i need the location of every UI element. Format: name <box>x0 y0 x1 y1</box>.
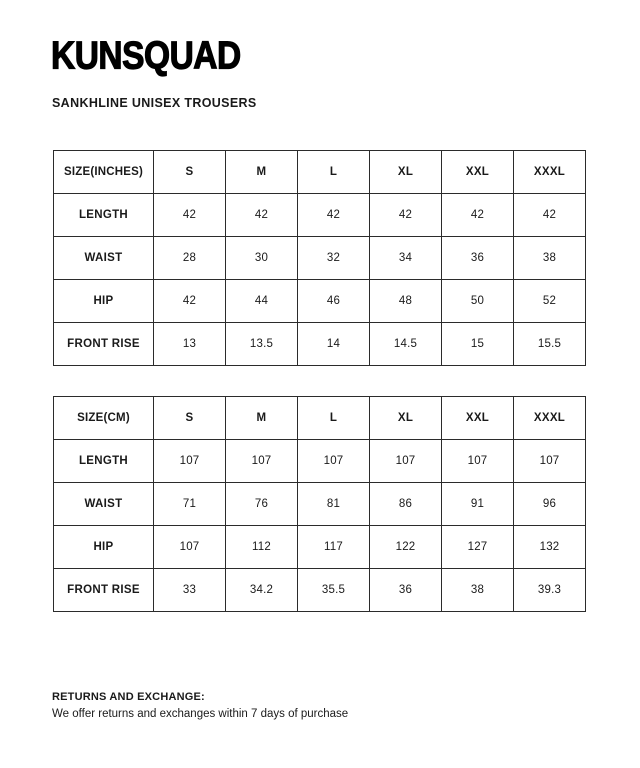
table-row <box>54 280 586 323</box>
table-cell: 32 <box>298 237 370 280</box>
table-header-unit-label: SIZE(CM) <box>54 397 154 440</box>
table-cell: 28 <box>154 237 226 280</box>
table-cell: 42 <box>442 194 514 237</box>
table-cell: 132 <box>514 526 586 569</box>
table-cell: 38 <box>514 237 586 280</box>
table-cell: 38 <box>442 569 514 612</box>
table-cell: 42 <box>154 194 226 237</box>
table-cell: 34 <box>370 237 442 280</box>
table-cell: 39.3 <box>514 569 586 612</box>
table-header-size-s: S <box>154 397 226 440</box>
table-header-size-xxl: XXL <box>442 151 514 194</box>
brand-logo: KUNSQUAD <box>51 32 241 78</box>
table-cell: 34.2 <box>226 569 298 612</box>
table-cell: 13 <box>154 323 226 366</box>
table-row <box>54 194 586 237</box>
table-header-cm <box>54 397 586 440</box>
table-row <box>54 323 586 366</box>
table-header-size-xl: XL <box>370 397 442 440</box>
table-header-size-xl: XL <box>370 151 442 194</box>
table-cell: 42 <box>298 194 370 237</box>
table-cell: 107 <box>370 440 442 483</box>
table-cell: 35.5 <box>298 569 370 612</box>
table-cell: 36 <box>370 569 442 612</box>
table-cell: 14.5 <box>370 323 442 366</box>
table-cell: 96 <box>514 483 586 526</box>
returns-policy <box>52 690 572 721</box>
size-table-inches <box>53 150 586 366</box>
table-cell: 76 <box>226 483 298 526</box>
table-cell: 71 <box>154 483 226 526</box>
table-cell: 42 <box>226 194 298 237</box>
table-row <box>54 440 586 483</box>
row-label-front-rise: FRONT RISE <box>54 569 154 612</box>
table-cell: 42 <box>370 194 442 237</box>
product-subtitle: SANKHLINE UNISEX TROUSERS <box>52 96 257 110</box>
table-header-row <box>54 397 586 440</box>
table-cell: 14 <box>298 323 370 366</box>
row-label-waist: WAIST <box>54 237 154 280</box>
table-cell: 127 <box>442 526 514 569</box>
table-header-size-xxxl: XXXL <box>514 151 586 194</box>
table-cell: 81 <box>298 483 370 526</box>
size-table-cm <box>53 396 586 612</box>
returns-policy-text: We offer returns and exchanges within 7 days of purchase <box>52 708 349 720</box>
table-cell: 50 <box>442 280 514 323</box>
row-label-front-rise: FRONT RISE <box>54 323 154 366</box>
table-cell: 86 <box>370 483 442 526</box>
table-cell: 36 <box>442 237 514 280</box>
table-row <box>54 483 586 526</box>
table-header-size-s: S <box>154 151 226 194</box>
table-cell: 46 <box>298 280 370 323</box>
table-header-size-xxxl: XXXL <box>514 397 586 440</box>
table-cell: 33 <box>154 569 226 612</box>
table-cell: 42 <box>154 280 226 323</box>
row-label-waist: WAIST <box>54 483 154 526</box>
table-cell: 13.5 <box>226 323 298 366</box>
table-cell: 52 <box>514 280 586 323</box>
returns-policy-heading: RETURNS AND EXCHANGE: <box>52 691 205 703</box>
row-label-length: LENGTH <box>54 440 154 483</box>
table-header-size-xxl: XXL <box>442 397 514 440</box>
table-header-size-m: M <box>226 151 298 194</box>
table-cell: 107 <box>154 440 226 483</box>
table-cell: 15.5 <box>514 323 586 366</box>
table-cell: 30 <box>226 237 298 280</box>
table-row <box>54 569 586 612</box>
table-header-size-l: L <box>298 151 370 194</box>
table-cell: 117 <box>298 526 370 569</box>
table-cell: 48 <box>370 280 442 323</box>
table-cell: 107 <box>514 440 586 483</box>
table-header-row <box>54 151 586 194</box>
table-cell: 107 <box>226 440 298 483</box>
table-cell: 107 <box>442 440 514 483</box>
table-header-size-l: L <box>298 397 370 440</box>
table-cell: 122 <box>370 526 442 569</box>
row-label-hip: HIP <box>54 526 154 569</box>
table-row <box>54 526 586 569</box>
table-cell: 107 <box>154 526 226 569</box>
table-cell: 107 <box>298 440 370 483</box>
table-row <box>54 237 586 280</box>
table-header-unit-label: SIZE(INCHES) <box>54 151 154 194</box>
table-body-cm <box>54 440 586 612</box>
table-cell: 15 <box>442 323 514 366</box>
table-header-size-m: M <box>226 397 298 440</box>
table-header-inches <box>54 151 586 194</box>
row-label-length: LENGTH <box>54 194 154 237</box>
table-cell: 44 <box>226 280 298 323</box>
table-cell: 42 <box>514 194 586 237</box>
row-label-hip: HIP <box>54 280 154 323</box>
table-cell: 112 <box>226 526 298 569</box>
table-body-inches <box>54 194 586 366</box>
table-cell: 91 <box>442 483 514 526</box>
